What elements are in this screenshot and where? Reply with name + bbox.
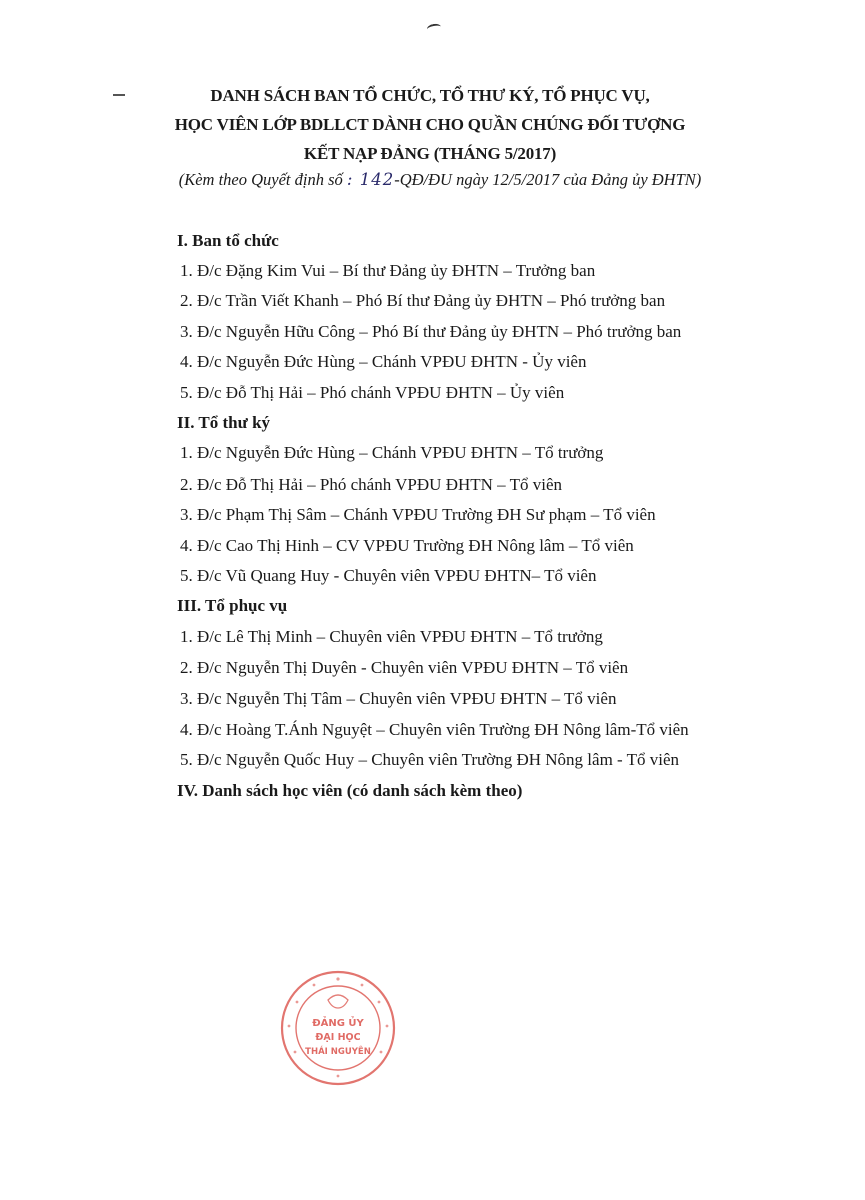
- list-item: 1. Đ/c Đặng Kim Vui – Bí thư Đảng ủy ĐHTN – Trưởng ban: [180, 261, 596, 280]
- list-item: 3. Đ/c Phạm Thị Sâm – Chánh VPĐU Trường ĐH Sư phạm – Tổ viên: [180, 505, 656, 524]
- list-item: 4. Đ/c Nguyễn Đức Hùng – Chánh VPĐU ĐHTN - Ủy viên: [180, 352, 587, 371]
- list-item: 5. Đ/c Vũ Quang Huy - Chuyên viên VPĐU ĐHTN– Tổ viên: [180, 566, 597, 585]
- document-subtitle: [110, 170, 770, 190]
- list-item: 2. Đ/c Trần Viết Khanh – Phó Bí thư Đảng ủy ĐHTN – Phó trưởng ban: [180, 291, 666, 310]
- list-item: 1. Đ/c Nguyễn Đức Hùng – Chánh VPĐU ĐHTN – Tổ trưởng: [180, 443, 604, 462]
- seal-line-1: ĐẢNG ỦY: [312, 1018, 364, 1029]
- list-item: 3. Đ/c Nguyễn Thị Tâm – Chuyên viên VPĐU ĐHTN – Tổ viên: [180, 689, 617, 708]
- subtitle-suffix: -QĐ/ĐU ngày 12/5/2017 của Đảng ủy ĐHTN): [394, 170, 702, 189]
- section-heading: IV. Danh sách học viên (có danh sách kèm theo): [177, 781, 523, 800]
- list-item: 2. Đ/c Đỗ Thị Hải – Phó chánh VPĐU ĐHTN – Tổ viên: [180, 475, 563, 494]
- list-item: 4. Đ/c Hoàng T.Ánh Nguyệt – Chuyên viên Trường ĐH Nông lâm-Tổ viên: [180, 720, 689, 739]
- official-seal-stamp: [278, 968, 398, 1088]
- subtitle-prefix: (Kèm theo Quyết định số: [178, 170, 347, 189]
- seal-line-3: THÁI NGUYÊN: [305, 1047, 371, 1057]
- list-item: 3. Đ/c Nguyễn Hữu Công – Phó Bí thư Đảng ủy ĐHTN – Phó trưởng ban: [180, 322, 682, 341]
- list-item: 5. Đ/c Nguyễn Quốc Huy – Chuyên viên Trường ĐH Nông lâm - Tổ viên: [180, 750, 680, 769]
- list-item: 1. Đ/c Lê Thị Minh – Chuyên viên VPĐU ĐHTN – Tổ trưởng: [180, 627, 603, 646]
- section-heading: I. Ban tổ chức: [177, 231, 279, 250]
- document-title-line-2: HỌC VIÊN LỚP BDLLCT DÀNH CHO QUẦN CHÚNG ĐỐI TƯỢNG: [174, 115, 686, 134]
- list-item: 4. Đ/c Cao Thị Hinh – CV VPĐU Trường ĐH Nông lâm – Tổ viên: [180, 536, 634, 555]
- decision-number-handwritten: : 142: [346, 170, 395, 189]
- section-heading: III. Tổ phục vụ: [177, 596, 288, 615]
- seal-line-2: ĐẠI HỌC: [315, 1032, 361, 1043]
- document-title-line-3: KẾT NẠP ĐẢNG (THÁNG 5/2017): [303, 144, 557, 163]
- section-heading: II. Tổ thư ký: [177, 413, 271, 432]
- list-item: 2. Đ/c Nguyễn Thị Duyên - Chuyên viên VPĐU ĐHTN – Tổ viên: [180, 658, 629, 677]
- document-title-line-1: DANH SÁCH BAN TỔ CHỨC, TỔ THƯ KÝ, TỔ PHỤC VỤ,: [210, 86, 650, 105]
- scan-mark: [426, 23, 441, 33]
- list-item: 5. Đ/c Đỗ Thị Hải – Phó chánh VPĐU ĐHTN – Ủy viên: [180, 383, 565, 402]
